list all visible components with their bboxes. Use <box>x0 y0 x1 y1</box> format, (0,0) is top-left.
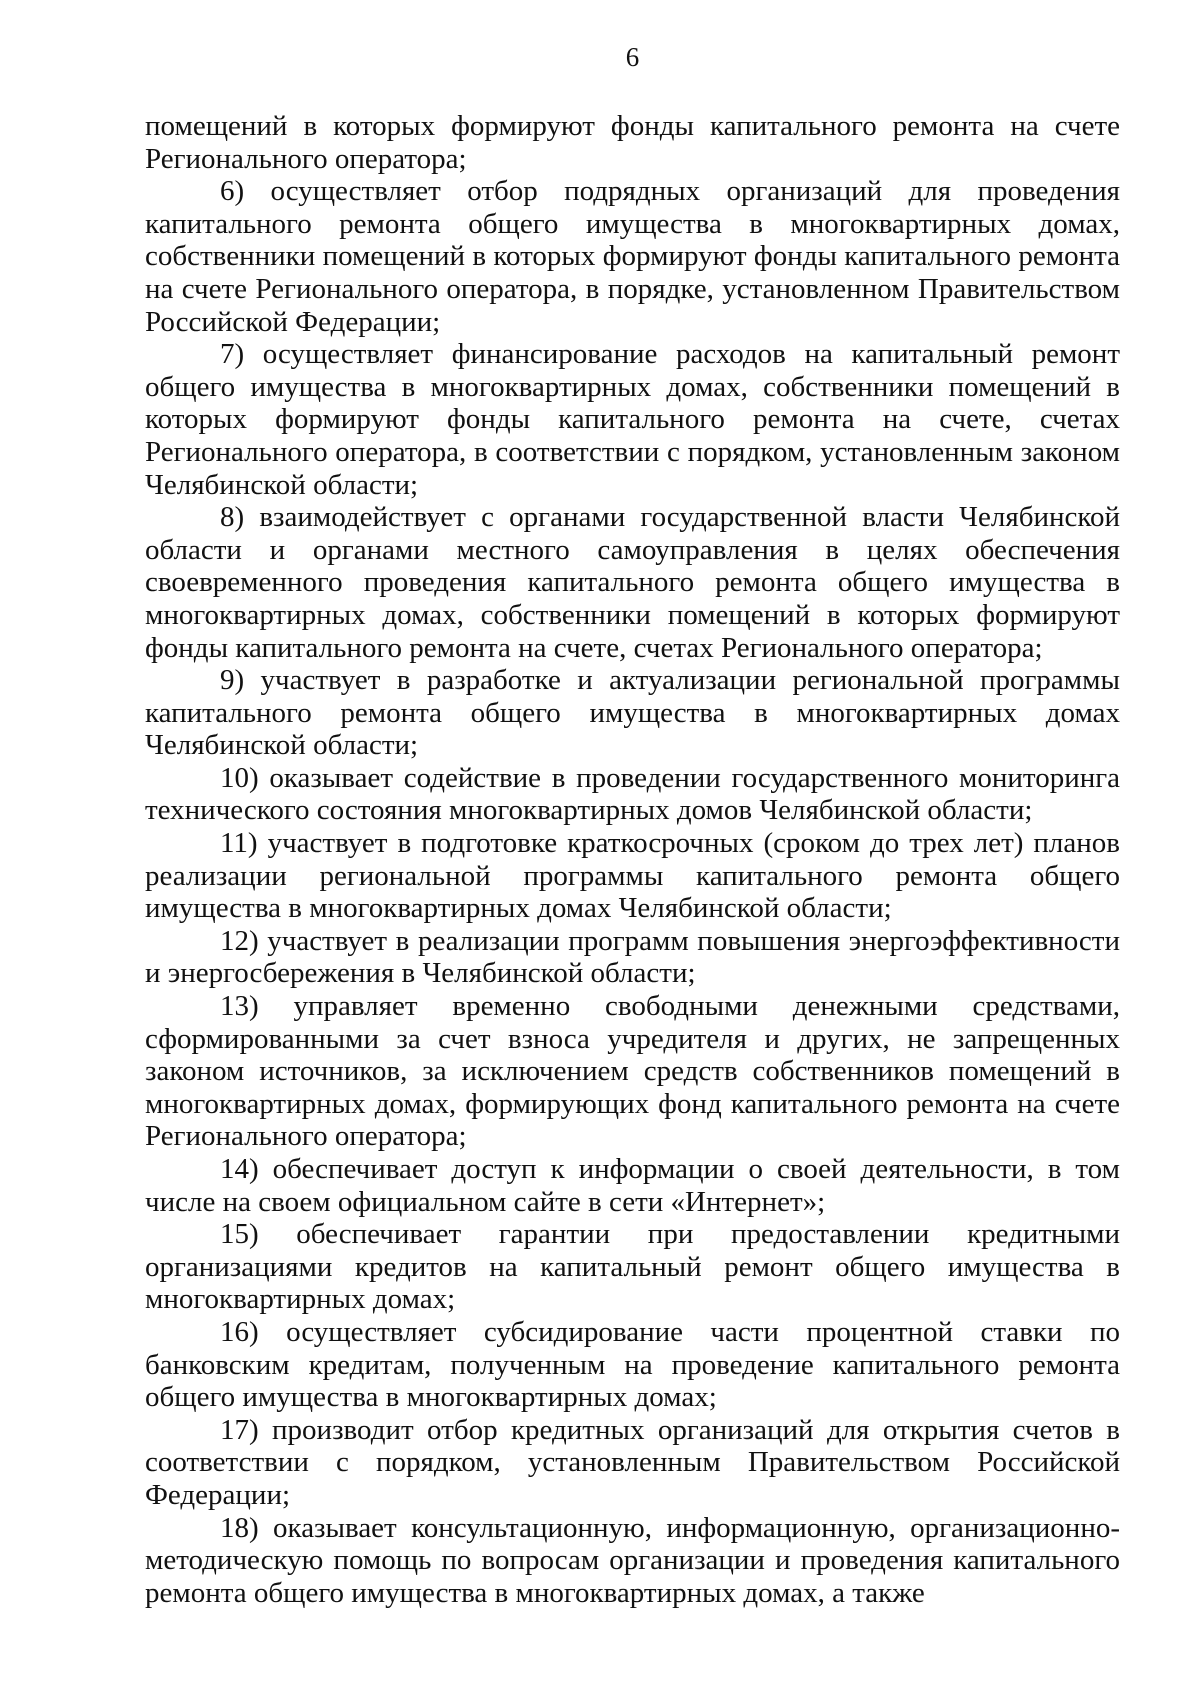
list-item-16: 16) осуществляет субсидирование части процентной ставки по банковским кредитам, полученным на проведение капитального ремонта общего имущества в многоквартирных домах; <box>145 1315 1120 1414</box>
list-item-12: 12) участвует в реализации программ повышения энергоэффективности и энергосбережения в Челябинской области; <box>145 924 1120 990</box>
document-body <box>145 110 1120 1609</box>
list-item-6: 6) осуществляет отбор подрядных организаций для проведения капитального ремонта общего имущества в многоквартирных домах, собственники помещений в которых формируют фонды капитального ремонта на счете Регионального оператора, в порядке, установленном Правительством Российской Федерации; <box>145 175 1120 338</box>
list-item-15: 15) обеспечивает гарантии при предоставлении кредитными организациями кредитов на капитальный ремонт общего имущества в многоквартирных домах; <box>145 1218 1120 1316</box>
paragraph-continuation: помещений в которых формируют фонды капитального ремонта на счете Регионального оператора; <box>145 110 1120 175</box>
page-number: 6 <box>625 42 640 72</box>
list-item-11: 11) участвует в подготовке краткосрочных (сроком до трех лет) планов реализации региональной программы капитального ремонта общего имущества в многоквартирных домах Челябинской области; <box>145 827 1120 925</box>
list-item-7: 7) осуществляет финансирование расходов на капитальный ремонт общего имущества в многоквартирных домах, собственники помещений в которых формируют фонды капитального ремонта на счете, счетах Регионального оператора, в соответствии с порядком, установленным законом Челябинской области; <box>145 338 1120 501</box>
list-item-17: 17) производит отбор кредитных организаций для открытия счетов в соответствии с порядком, установленным Правительством Российской Федерации; <box>145 1413 1120 1511</box>
list-item-13: 13) управляет временно свободными денежными средствами, сформированными за счет взноса учредителя и других, не запрещенных законом источников, за исключением средств собственников помещений в многоквартирных домах, формирующих фонд капитального ремонта на счете Регионального оператора; <box>145 990 1120 1153</box>
list-item-18: 18) оказывает консультационную, информационную, организационно-методическую помощь по вопросам организации и проведения капитального ремонта общего имущества в многоквартирных домах, а также <box>145 1511 1120 1609</box>
list-item-10: 10) оказывает содействие в проведении государственного мониторинга технического состояния многоквартирных домов Челябинской области; <box>145 761 1120 827</box>
list-item-9: 9) участвует в разработке и актуализации региональной программы капитального ремонта общего имущества в многоквартирных домах Челябинской области; <box>145 664 1120 762</box>
list-item-14: 14) обеспечивает доступ к информации о своей деятельности, в том числе на своем официальном сайте в сети «Интернет»; <box>145 1153 1120 1218</box>
list-item-8: 8) взаимодействует с органами государственной власти Челябинской области и органами местного самоуправления в целях обеспечения своевременного проведения капитального ремонта общего имущества в многоквартирных домах, собственники помещений в которых формируют фонды капитального ремонта на счете, счетах Регионального оператора; <box>145 501 1120 664</box>
